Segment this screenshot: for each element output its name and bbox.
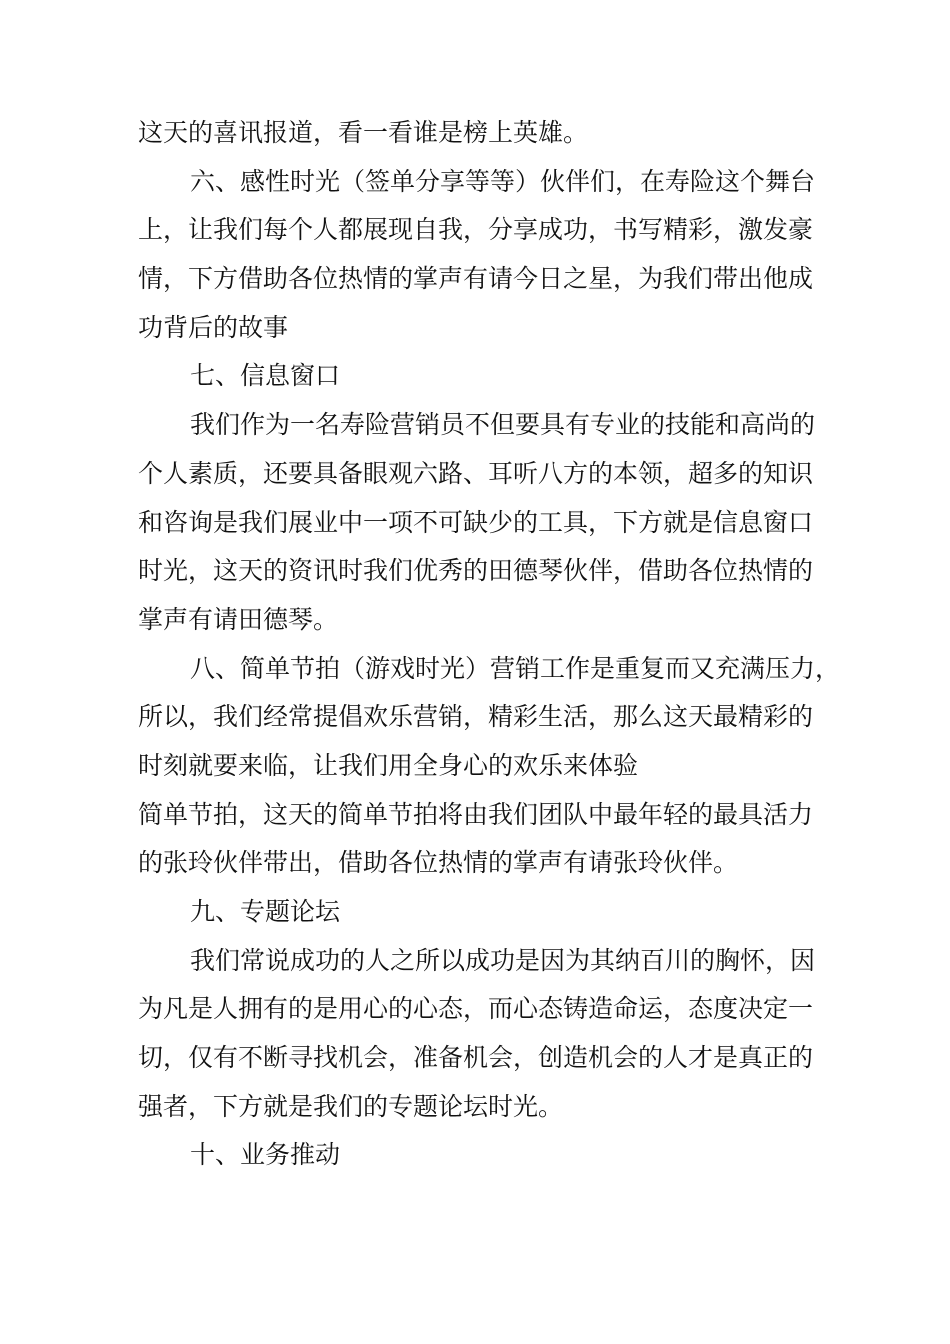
text-line: 简单节拍，这天的简单节拍将由我们团队中最年轻的最具活力 [138, 799, 814, 829]
paragraph-start: 我们作为一名寿险营销员不但要具有专业的技能和高尚的 [190, 410, 816, 440]
text-line: 个人素质，还要具备眼观六路、耳听八方的本领，超多的知识 [138, 458, 814, 488]
document-body [138, 109, 841, 1180]
text-line: 上，让我们每个人都展现自我，分享成功，书写精彩，激发豪 [138, 215, 814, 245]
section-heading: 七、信息窗口 [190, 361, 341, 391]
text-line: 时光，这天的资讯时我们优秀的田德琴伙伴，借助各位热情的 [138, 556, 814, 586]
text-line: 功背后的故事 [138, 312, 289, 342]
text-line: 时刻就要来临，让我们用全身心的欢乐来体验 [138, 750, 639, 780]
text-line: 的张玲伙伴带出，借助各位热情的掌声有请张玲伙伴。 [138, 848, 739, 878]
section-heading: 六、感性时光（签单分享等等）伙伴们，在寿险这个舞台 [190, 166, 816, 196]
text-line: 情，下方借助各位热情的掌声有请今日之星，为我们带出他成 [138, 264, 814, 294]
text-line: 和咨询是我们展业中一项不可缺少的工具，下方就是信息窗口 [138, 507, 814, 537]
section-heading: 八、简单节拍（游戏时光）营销工作是重复而又充满压力， [190, 653, 841, 683]
text-line: 所以，我们经常提倡欢乐营销，精彩生活，那么这天最精彩的 [138, 702, 814, 732]
text-line: 切，仅有不断寻找机会，准备机会，创造机会的人才是真正的 [138, 1043, 814, 1073]
text-line: 强者，下方就是我们的专题论坛时光。 [138, 1091, 564, 1121]
section-heading: 十、业务推动 [190, 1140, 341, 1170]
paragraph-start: 我们常说成功的人之所以成功是因为其纳百川的胸怀，因 [190, 945, 816, 975]
text-line: 掌声有请田德琴。 [138, 604, 339, 634]
text-line: 为凡是人拥有的是用心的心态，而心态铸造命运，态度决定一 [138, 994, 814, 1024]
text-line: 这天的喜讯报道，看一看谁是榜上英雄。 [138, 118, 589, 147]
section-heading: 九、专题论坛 [190, 897, 341, 926]
